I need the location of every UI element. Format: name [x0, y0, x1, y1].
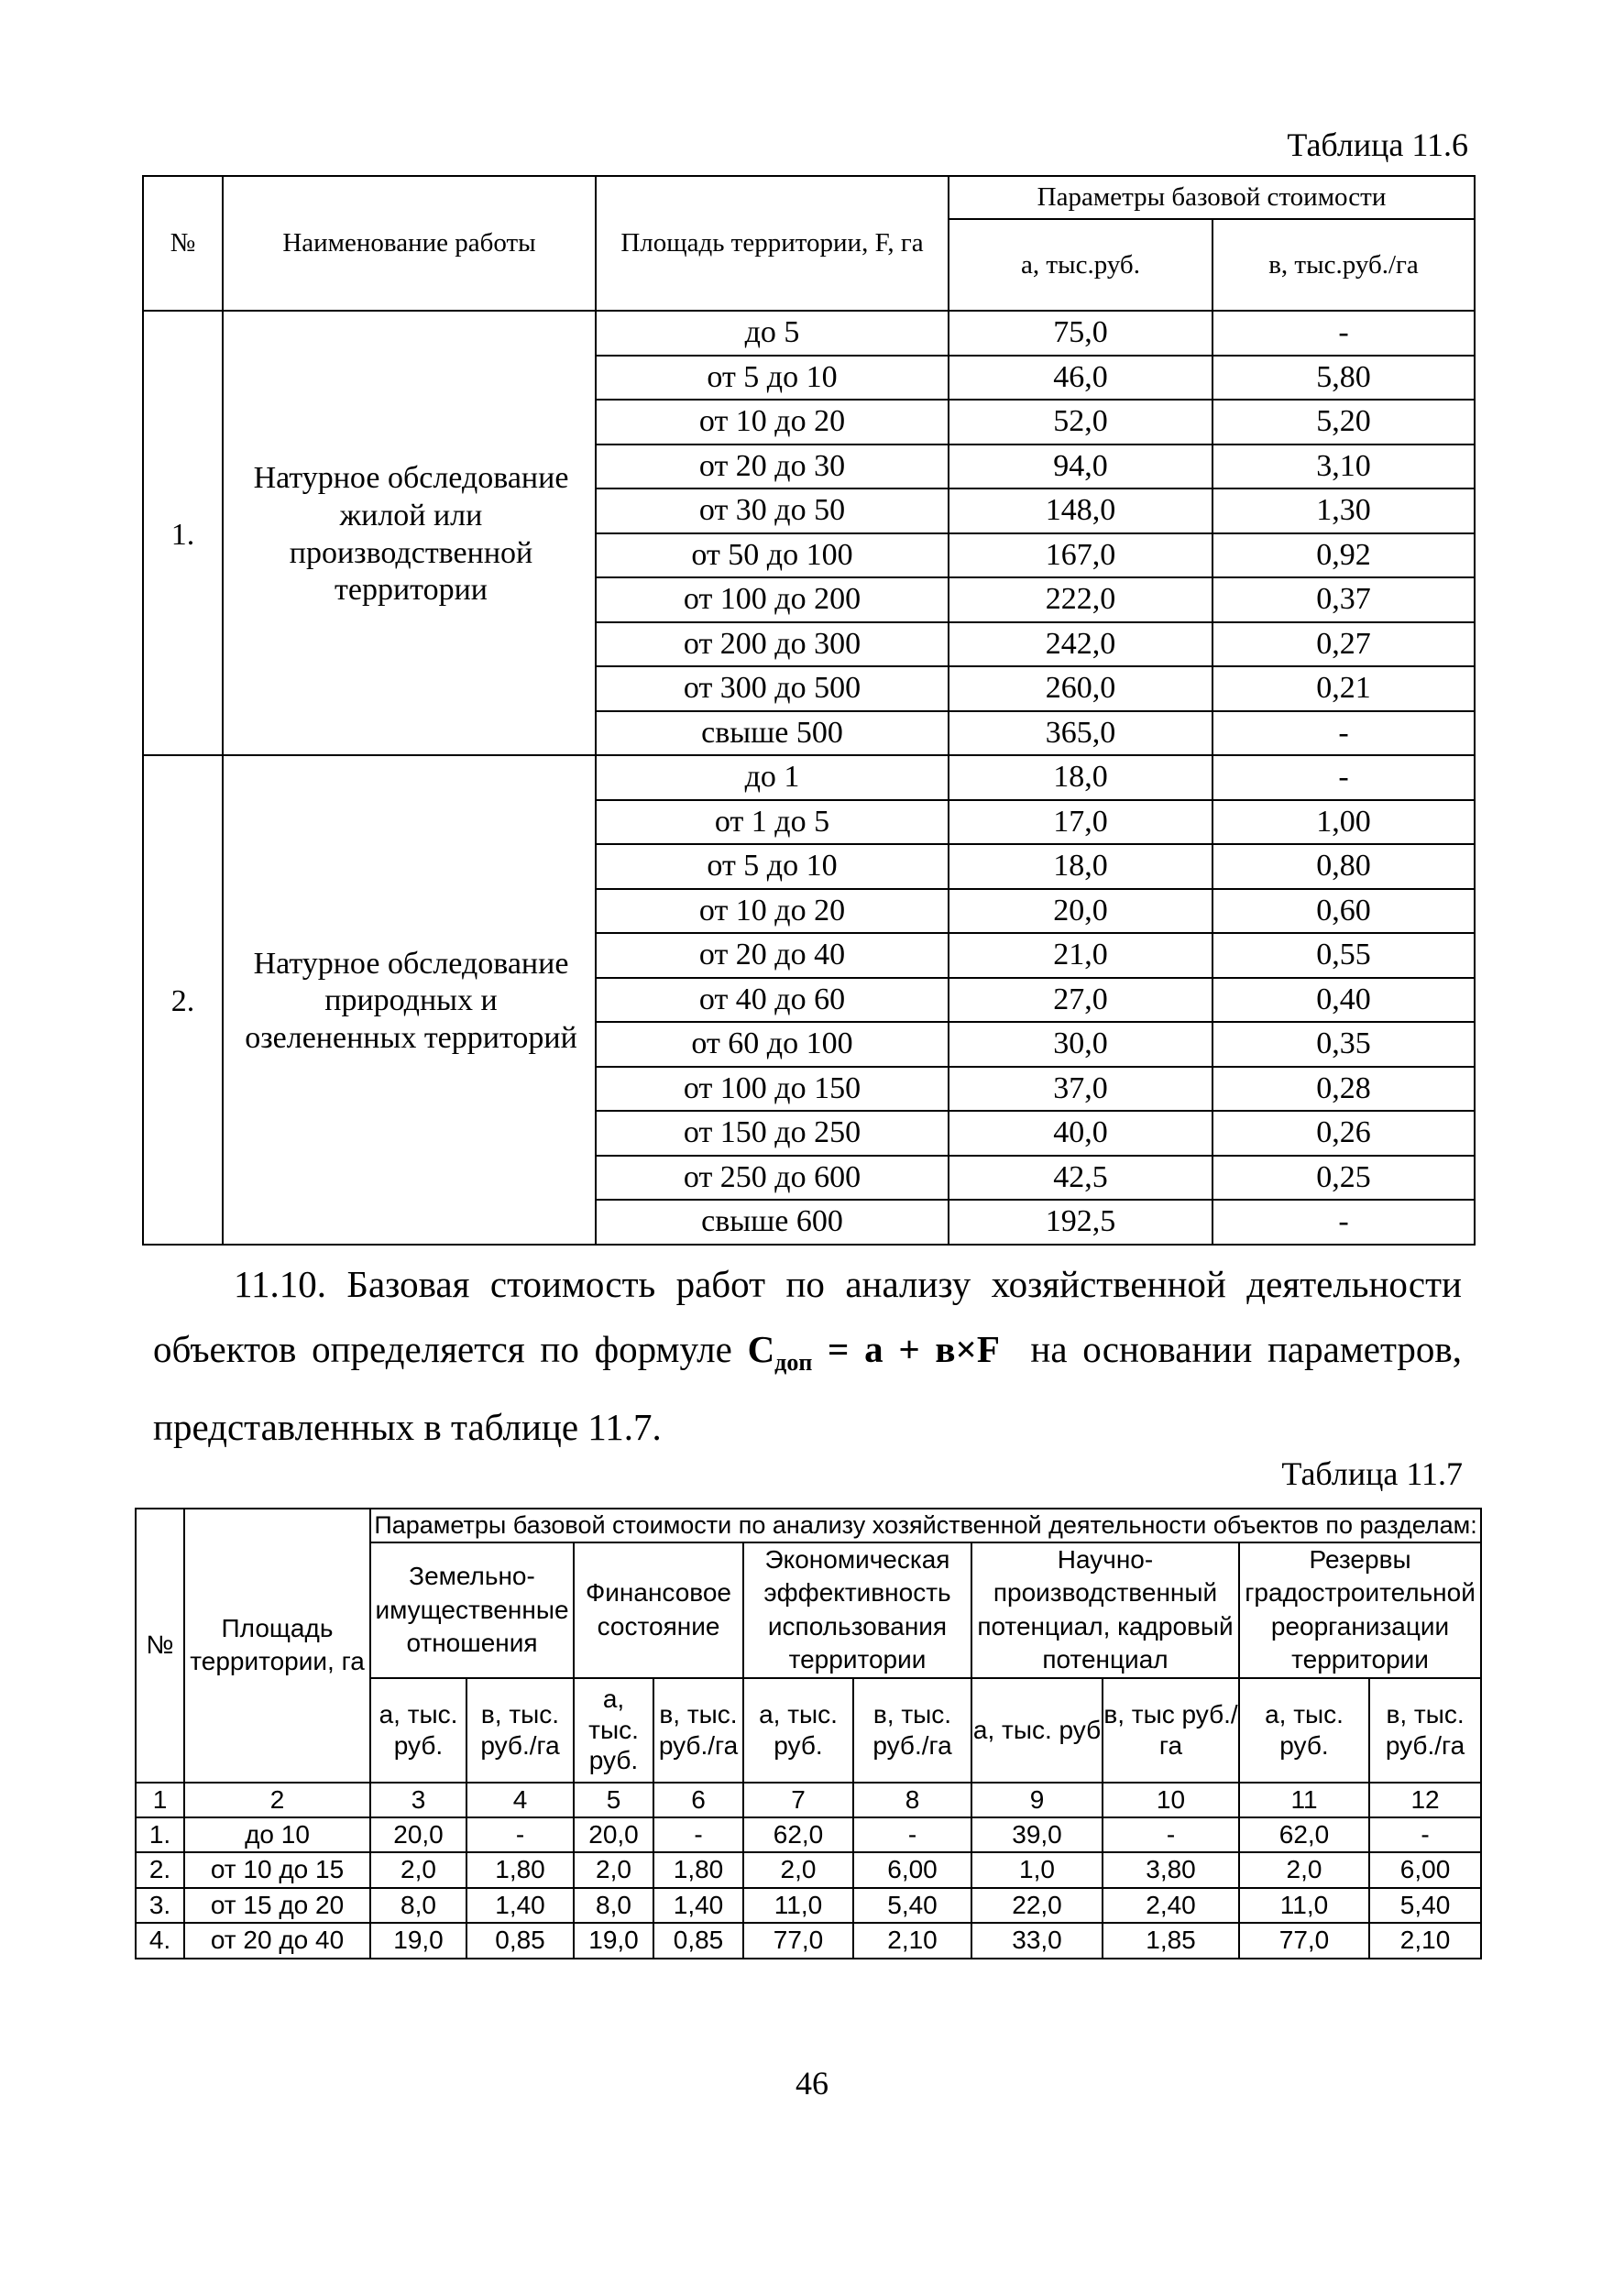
t2-cell: 0,85 — [653, 1923, 743, 1958]
t1-a-cell: 46,0 — [949, 356, 1213, 401]
t2-cell: 19,0 — [574, 1923, 653, 1958]
t1-area-cell: от 5 до 10 — [596, 356, 949, 401]
t1-area-cell: от 10 до 20 — [596, 889, 949, 934]
t2-sub-header-a: а, тыс. руб — [971, 1678, 1103, 1783]
t2-cell: 39,0 — [971, 1817, 1103, 1852]
t2-column-number: 3 — [370, 1783, 466, 1817]
t2-column-number: 7 — [743, 1783, 853, 1817]
t2-section-header: Экономическая эффективность использования территории — [743, 1542, 971, 1678]
t1-header-a: а, тыс.руб. — [949, 219, 1213, 311]
t2-cell: 77,0 — [743, 1923, 853, 1958]
t1-header-area: Площадь территории, F, га — [596, 176, 949, 311]
t2-cell: 77,0 — [1239, 1923, 1369, 1958]
t2-column-number: 4 — [466, 1783, 574, 1817]
page-number: 46 — [796, 2065, 828, 2102]
t1-area-cell: от 20 до 40 — [596, 933, 949, 978]
t1-b-cell: - — [1213, 711, 1475, 756]
t2-cell: 20,0 — [574, 1817, 653, 1852]
t1-a-cell: 37,0 — [949, 1067, 1213, 1112]
t2-cell: 2,0 — [1239, 1852, 1369, 1887]
t1-header-num: № — [143, 176, 223, 311]
t2-cell: - — [1369, 1817, 1481, 1852]
t2-cell: 20,0 — [370, 1817, 466, 1852]
t2-sub-header-b: в, тыс. руб./га — [1369, 1678, 1481, 1783]
t1-b-cell: - — [1213, 1200, 1475, 1245]
t1-b-cell: 0,37 — [1213, 577, 1475, 622]
t2-cell: от 15 до 20 — [184, 1888, 370, 1923]
t1-b-cell: 5,80 — [1213, 356, 1475, 401]
t2-cell: 2,0 — [574, 1852, 653, 1887]
paragraph-line-2-start: объектов определяется по формуле — [153, 1328, 748, 1370]
t2-cell: 62,0 — [1239, 1817, 1369, 1852]
t1-b-cell: - — [1213, 311, 1475, 356]
t1-group-num: 1. — [143, 311, 223, 755]
t2-cell: 1,0 — [971, 1852, 1103, 1887]
t1-b-cell: 0,21 — [1213, 666, 1475, 711]
t2-cell: 2. — [136, 1852, 184, 1887]
t1-b-cell: 1,00 — [1213, 800, 1475, 845]
t1-area-cell: от 200 до 300 — [596, 622, 949, 667]
t2-cell: 2,40 — [1103, 1888, 1239, 1923]
t1-area-cell: от 250 до 600 — [596, 1156, 949, 1201]
t2-cell: 3. — [136, 1888, 184, 1923]
t2-sub-header-b: в, тыс. руб./га — [653, 1678, 743, 1783]
t1-a-cell: 21,0 — [949, 933, 1213, 978]
t1-area-cell: от 1 до 5 — [596, 800, 949, 845]
t1-area-cell: до 5 — [596, 311, 949, 356]
t1-b-cell: 0,35 — [1213, 1022, 1475, 1067]
t1-a-cell: 17,0 — [949, 800, 1213, 845]
formula: $С_{доп} = а + в\times F$ — [747, 1328, 1000, 1377]
t1-area-cell: от 100 до 200 — [596, 577, 949, 622]
t2-column-number: 9 — [971, 1783, 1103, 1817]
t2-section-header: Земельно-имущественные отношения — [370, 1542, 574, 1678]
t1-b-cell: 1,30 — [1213, 488, 1475, 533]
t2-section-header: Финансовое состояние — [574, 1542, 743, 1678]
t1-area-cell: от 50 до 100 — [596, 533, 949, 578]
t1-a-cell: 30,0 — [949, 1022, 1213, 1067]
t2-cell: 8,0 — [370, 1888, 466, 1923]
t2-cell: - — [853, 1817, 971, 1852]
t2-sub-header-a: а, тыс. руб. — [370, 1678, 466, 1783]
t1-a-cell: 365,0 — [949, 711, 1213, 756]
table-row — [136, 1888, 1481, 1923]
t2-sub-header-a: а, тыс. руб. — [1239, 1678, 1369, 1783]
t2-column-number: 12 — [1369, 1783, 1481, 1817]
t2-sub-header-b: в, тыс. руб./га — [466, 1678, 574, 1783]
t2-column-number: 2 — [184, 1783, 370, 1817]
table-row — [143, 311, 1475, 356]
t1-group-name: Натурное обследование природных и озелененных территорий — [223, 755, 596, 1245]
t1-a-cell: 27,0 — [949, 978, 1213, 1023]
t2-cell: 6,00 — [1369, 1852, 1481, 1887]
table-row — [143, 755, 1475, 800]
t1-a-cell: 260,0 — [949, 666, 1213, 711]
t2-cell: 1,40 — [653, 1888, 743, 1923]
t2-cell: 1,40 — [466, 1888, 574, 1923]
t2-header-num: № — [136, 1509, 184, 1783]
t1-b-cell: 0,25 — [1213, 1156, 1475, 1201]
paragraph-line-1: 11.10. Базовая стоимость работ по анализу хозяйственной деятельности — [234, 1263, 1462, 1305]
t1-a-cell: 94,0 — [949, 445, 1213, 489]
t2-sub-header-a: а, тыс. руб. — [574, 1678, 653, 1783]
table-11-6-caption: Таблица 11.6 — [1287, 126, 1468, 163]
table-row — [136, 1923, 1481, 1958]
t2-column-number: 8 — [853, 1783, 971, 1817]
t2-header-area: Площадь территории, га — [184, 1509, 370, 1783]
t2-cell: 2,10 — [1369, 1923, 1481, 1958]
t1-a-cell: 42,5 — [949, 1156, 1213, 1201]
t1-a-cell: 18,0 — [949, 755, 1213, 800]
t1-a-cell: 167,0 — [949, 533, 1213, 578]
t2-cell: 0,85 — [466, 1923, 574, 1958]
table-row — [136, 1852, 1481, 1887]
t2-sub-header-b: в, тыс руб./га — [1103, 1678, 1239, 1783]
t1-area-cell: от 60 до 100 — [596, 1022, 949, 1067]
t1-header-params: Параметры базовой стоимости — [949, 176, 1475, 219]
t2-column-number: 11 — [1239, 1783, 1369, 1817]
t1-area-cell: от 40 до 60 — [596, 978, 949, 1023]
t2-section-header: Научно-производственный потенциал, кадровый потенциал — [971, 1542, 1239, 1678]
t1-b-cell: 0,28 — [1213, 1067, 1475, 1112]
t1-area-cell: от 300 до 500 — [596, 666, 949, 711]
t2-sub-header-a: а, тыс. руб. — [743, 1678, 853, 1783]
t1-a-cell: 40,0 — [949, 1111, 1213, 1156]
t1-b-cell: 0,55 — [1213, 933, 1475, 978]
t1-a-cell: 75,0 — [949, 311, 1213, 356]
t1-b-cell: 0,40 — [1213, 978, 1475, 1023]
t2-cell: 19,0 — [370, 1923, 466, 1958]
t1-area-cell: от 5 до 10 — [596, 844, 949, 889]
t1-b-cell: 0,27 — [1213, 622, 1475, 667]
t2-cell: 11,0 — [743, 1888, 853, 1923]
t2-cell: 3,80 — [1103, 1852, 1239, 1887]
t2-cell: 6,00 — [853, 1852, 971, 1887]
paragraph-line-2 — [153, 1317, 1462, 1395]
t1-header-b: в, тыс.руб./га — [1213, 219, 1475, 311]
t1-group-num: 2. — [143, 755, 223, 1245]
t1-a-cell: 222,0 — [949, 577, 1213, 622]
t2-cell: 62,0 — [743, 1817, 853, 1852]
t1-a-cell: 192,5 — [949, 1200, 1213, 1245]
t1-b-cell: 5,20 — [1213, 400, 1475, 445]
t2-column-number: 10 — [1103, 1783, 1239, 1817]
t2-cell: 5,40 — [853, 1888, 971, 1923]
t1-a-cell: 20,0 — [949, 889, 1213, 934]
t1-area-cell: до 1 — [596, 755, 949, 800]
t2-cell: 2,0 — [370, 1852, 466, 1887]
t1-a-cell: 18,0 — [949, 844, 1213, 889]
t1-header-name: Наименование работы — [223, 176, 596, 311]
t1-area-cell: от 10 до 20 — [596, 400, 949, 445]
t2-cell: 5,40 — [1369, 1888, 1481, 1923]
t1-a-cell: 148,0 — [949, 488, 1213, 533]
t1-a-cell: 242,0 — [949, 622, 1213, 667]
t2-cell: 1. — [136, 1817, 184, 1852]
t1-area-cell: свыше 500 — [596, 711, 949, 756]
t1-b-cell: 0,60 — [1213, 889, 1475, 934]
t1-area-cell: от 150 до 250 — [596, 1111, 949, 1156]
t2-cell: от 20 до 40 — [184, 1923, 370, 1958]
t1-a-cell: 52,0 — [949, 400, 1213, 445]
t2-column-number: 6 — [653, 1783, 743, 1817]
table-11-7 — [135, 1508, 1482, 1959]
t1-area-cell: от 30 до 50 — [596, 488, 949, 533]
t1-b-cell: 0,26 — [1213, 1111, 1475, 1156]
table-11-7-caption: Таблица 11.7 — [1281, 1455, 1463, 1492]
table-row — [136, 1817, 1481, 1852]
t2-cell: 11,0 — [1239, 1888, 1369, 1923]
t2-section-header: Резервы градостроительной реорганизации территории — [1239, 1542, 1481, 1678]
t2-cell: 8,0 — [574, 1888, 653, 1923]
t2-cell: 4. — [136, 1923, 184, 1958]
t2-column-number: 5 — [574, 1783, 653, 1817]
t2-column-number: 1 — [136, 1783, 184, 1817]
t1-area-cell: свыше 600 — [596, 1200, 949, 1245]
paragraph-line-3: представленных в таблице 11.7. — [153, 1406, 662, 1449]
t2-cell: 33,0 — [971, 1923, 1103, 1958]
paragraph-11-10 — [153, 1252, 1462, 1460]
t2-cell: - — [653, 1817, 743, 1852]
t1-b-cell: 3,10 — [1213, 445, 1475, 489]
t1-b-cell: - — [1213, 755, 1475, 800]
t2-cell: 1,85 — [1103, 1923, 1239, 1958]
t2-cell: 1,80 — [653, 1852, 743, 1887]
t2-header-params: Параметры базовой стоимости по анализу хозяйственной деятельности объектов по разделам: — [370, 1509, 1481, 1542]
t1-b-cell: 0,80 — [1213, 844, 1475, 889]
t2-cell: 2,0 — [743, 1852, 853, 1887]
paragraph-line-2-end: на основании параметров, — [1030, 1328, 1462, 1370]
t2-cell: - — [466, 1817, 574, 1852]
t2-cell: 1,80 — [466, 1852, 574, 1887]
t2-cell: до 10 — [184, 1817, 370, 1852]
t2-sub-header-b: в, тыс. руб./га — [853, 1678, 971, 1783]
table-11-6 — [142, 175, 1476, 1246]
t1-b-cell: 0,92 — [1213, 533, 1475, 578]
t2-cell: - — [1103, 1817, 1239, 1852]
t1-area-cell: от 20 до 30 — [596, 445, 949, 489]
t2-cell: 22,0 — [971, 1888, 1103, 1923]
t1-area-cell: от 100 до 150 — [596, 1067, 949, 1112]
t1-group-name: Натурное обследование жилой или производственной территории — [223, 311, 596, 755]
t2-cell: 2,10 — [853, 1923, 971, 1958]
t2-cell: от 10 до 15 — [184, 1852, 370, 1887]
